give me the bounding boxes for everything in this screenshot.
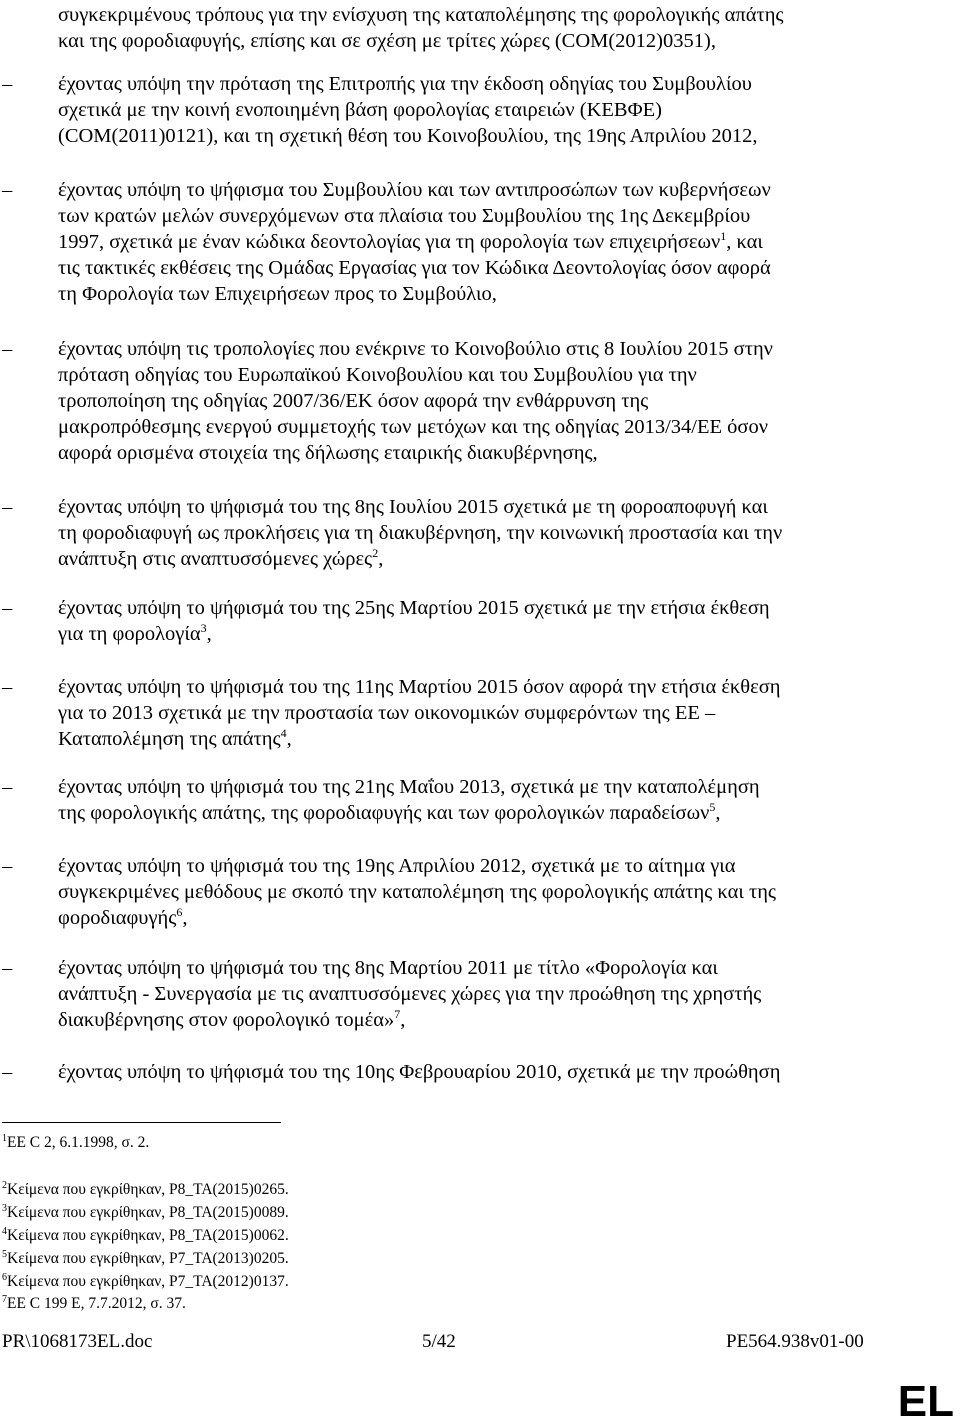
text-line-with-footnote bbox=[58, 726, 888, 752]
text-line-with-footnote bbox=[58, 1007, 888, 1033]
text-segment: φοροδιαφυγής bbox=[58, 907, 177, 929]
text-line: έχοντας υπόψη το ψήφισμά του της 19ης Απριλίου 2012, σχετικά με το αίτημα για bbox=[58, 855, 736, 877]
footer-doc-ref: PR\1068173EL.doc bbox=[2, 1331, 153, 1352]
bullet-dash: – bbox=[2, 597, 13, 619]
text-line: μακροπρόθεσμης ενεργού συμμετοχής των μετόχων και της οδηγίας 2013/34/ΕΕ όσον bbox=[58, 416, 768, 438]
text-line-with-footnote bbox=[58, 800, 888, 826]
text-line-with-footnote bbox=[58, 905, 888, 931]
text-line-with-footnote bbox=[58, 546, 888, 572]
text-segment: Καταπολέμηση της απάτης bbox=[58, 728, 281, 750]
footnote-ref[interactable]: 3 bbox=[200, 621, 207, 635]
footnote-text: ΕΕ C 2, 6.1.1998, σ. 2. bbox=[7, 1134, 150, 1151]
language-code: EL bbox=[897, 1377, 954, 1426]
footnote-ref[interactable]: 2 bbox=[372, 546, 379, 560]
footnote-number: 5 bbox=[2, 1249, 7, 1260]
bullet-dash: – bbox=[2, 73, 13, 95]
text-line: πρόταση οδηγίας του Ευρωπαϊκού Κοινοβουλίου και του Συμβουλίου για την bbox=[58, 364, 697, 386]
footnote bbox=[2, 1226, 289, 1245]
footnote-ref[interactable]: 7 bbox=[394, 1007, 401, 1021]
text-line: ανάπτυξη - Συνεργασία με τις αναπτυσσόμενες χώρες για την προώθηση της χρηστής bbox=[58, 983, 762, 1005]
text-line: τις τακτικές εκθέσεις της Ομάδας Εργασίας για τον Κώδικα Δεοντολογίας όσον αφορά bbox=[58, 257, 771, 279]
bullet-dash: – bbox=[2, 676, 13, 698]
text-line: έχοντας υπόψη το ψήφισμά του της 25ης Μαρτίου 2015 σχετικά με την ετήσια έκθεση bbox=[58, 597, 770, 619]
text-line: συγκεκριμένους τρόπους για την ενίσχυση της καταπολέμησης της φορολογικής απάτης bbox=[58, 4, 784, 26]
text-line: αφορά ορισμένα στοιχεία της δήλωσης εταιρικής διακυβέρνησης, bbox=[58, 442, 598, 464]
footnote bbox=[2, 1133, 149, 1152]
text-segment: , bbox=[182, 907, 188, 929]
text-segment: , bbox=[715, 802, 721, 824]
footnote-text: Κείμενα που εγκρίθηκαν, P7_TA(2012)0137. bbox=[7, 1273, 289, 1290]
text-segment: 1997, σχετικά με έναν κώδικα δεοντολογίας για τη φορολογία των επιχειρήσεων bbox=[58, 231, 721, 253]
bullet-dash: – bbox=[2, 776, 13, 798]
text-segment: , bbox=[400, 1009, 406, 1031]
text-line: τη Φορολογία των Επιχειρήσεων προς το Συμβούλιο, bbox=[58, 283, 497, 305]
text-line: για το 2013 σχετικά με την προστασία των οικονομικών συμφερόντων της ΕΕ – bbox=[58, 702, 716, 724]
footer-version: PE564.938v01-00 bbox=[726, 1331, 864, 1352]
text-line: έχοντας υπόψη την πρόταση της Επιτροπής για την έκδοση οδηγίας του Συμβουλίου bbox=[58, 73, 752, 95]
text-line: συγκεκριμένες μεθόδους με σκοπό την καταπολέμηση της φορολογικής απάτης και της bbox=[58, 881, 777, 903]
text-segment: για τη φορολογία bbox=[58, 623, 201, 645]
text-line: τροποποίηση της οδηγίας 2007/36/ΕΚ όσον αφορά την ενθάρρυνση της bbox=[58, 390, 649, 412]
bullet-dash: – bbox=[2, 855, 13, 877]
text-line: έχοντας υπόψη το ψήφισμά του της 10ης Φεβρουαρίου 2010, σχετικά με την προώθηση bbox=[58, 1061, 781, 1083]
bullet-dash: – bbox=[2, 496, 13, 518]
footnote-ref[interactable]: 4 bbox=[280, 726, 287, 740]
bullet-dash: – bbox=[2, 179, 13, 201]
paragraph-continuation bbox=[58, 2, 888, 54]
footnote-ref[interactable]: 1 bbox=[720, 229, 727, 243]
footnote bbox=[2, 1272, 289, 1291]
bullet-dash: – bbox=[2, 1061, 13, 1083]
text-line: έχοντας υπόψη το ψήφισμά του της 11ης Μαρτίου 2015 όσον αφορά την ετήσια έκθεση bbox=[58, 676, 781, 698]
footnote bbox=[2, 1294, 186, 1313]
footnote bbox=[2, 1203, 289, 1222]
footnote-number: 3 bbox=[2, 1203, 7, 1214]
text-segment: , bbox=[206, 623, 212, 645]
footnote bbox=[2, 1249, 289, 1268]
text-line: τη φοροδιαφυγή ως προκλήσεις για τη διακυβέρνηση, την κοινωνική προστασία και την bbox=[58, 522, 783, 544]
footer-page-number: 5/42 bbox=[422, 1331, 456, 1352]
text-line: έχοντας υπόψη το ψήφισμά του της 8ης Μαρτίου 2011 με τίτλο «Φορολογία και bbox=[58, 957, 718, 979]
footnote-ref[interactable]: 6 bbox=[176, 905, 183, 919]
bullet-dash: – bbox=[2, 957, 13, 979]
text-segment: διακυβέρνησης στον φορολογικό τομέα» bbox=[58, 1009, 395, 1031]
footnote-number: 4 bbox=[2, 1226, 7, 1237]
text-line: (COM(2011)0121), και τη σχετική θέση του Κοινοβουλίου, της 19ης Απριλίου 2012, bbox=[58, 125, 758, 147]
text-line: σχετικά με την κοινή ενοποιημένη βάση φορολογίας εταιρειών (ΚΕΒΦΕ) bbox=[58, 99, 662, 121]
bullet-dash: – bbox=[2, 338, 13, 360]
footnote-number: 6 bbox=[2, 1272, 7, 1283]
footnote-text: Κείμενα που εγκρίθηκαν, P8_TA(2015)0089. bbox=[7, 1204, 289, 1221]
footnote-separator bbox=[2, 1122, 281, 1123]
footnote-ref[interactable]: 5 bbox=[709, 800, 716, 814]
footnote-text: Κείμενα που εγκρίθηκαν, P7_TA(2013)0205. bbox=[7, 1250, 289, 1267]
text-segment: ανάπτυξη στις αναπτυσσόμενες χώρες bbox=[58, 548, 373, 570]
footnote-text: ΕΕ C 199 E, 7.7.2012, σ. 37. bbox=[7, 1295, 186, 1312]
text-line-with-footnote bbox=[58, 229, 888, 255]
text-segment: , bbox=[286, 728, 292, 750]
footnote-text: Κείμενα που εγκρίθηκαν, P8_TA(2015)0265. bbox=[7, 1181, 289, 1198]
text-line-with-footnote bbox=[58, 621, 888, 647]
text-segment: της φορολογικής απάτης, της φοροδιαφυγής και των φορολογικών παραδείσων bbox=[58, 802, 710, 824]
footnote-number: 7 bbox=[2, 1294, 7, 1305]
text-segment: , bbox=[378, 548, 384, 570]
footnote-text: Κείμενα που εγκρίθηκαν, P8_TA(2015)0062. bbox=[7, 1227, 289, 1244]
text-segment: , και bbox=[726, 231, 763, 253]
text-line: και της φοροδιαφυγής, επίσης και σε σχέση με τρίτες χώρες (COM(2012)0351), bbox=[58, 30, 716, 52]
text-line: έχοντας υπόψη το ψήφισμά του της 8ης Ιουλίου 2015 σχετικά με τη φοροαποφυγή και bbox=[58, 496, 768, 518]
text-line: έχοντας υπόψη το ψήφισμα του Συμβουλίου και των αντιπροσώπων των κυβερνήσεων bbox=[58, 179, 771, 201]
text-line: των κρατών μελών συνερχόμενων στα πλαίσια του Συμβουλίου της 1ης Δεκεμβρίου bbox=[58, 205, 751, 227]
footnote-number: 1 bbox=[2, 1133, 7, 1144]
footnote bbox=[2, 1180, 289, 1199]
text-line: έχοντας υπόψη τις τροπολογίες που ενέκρινε το Κοινοβούλιο στις 8 Ιουλίου 2015 στην bbox=[58, 338, 773, 360]
footnote-number: 2 bbox=[2, 1180, 7, 1191]
text-line: έχοντας υπόψη το ψήφισμά του της 21ης Μαΐου 2013, σχετικά με την καταπολέμηση bbox=[58, 776, 760, 798]
